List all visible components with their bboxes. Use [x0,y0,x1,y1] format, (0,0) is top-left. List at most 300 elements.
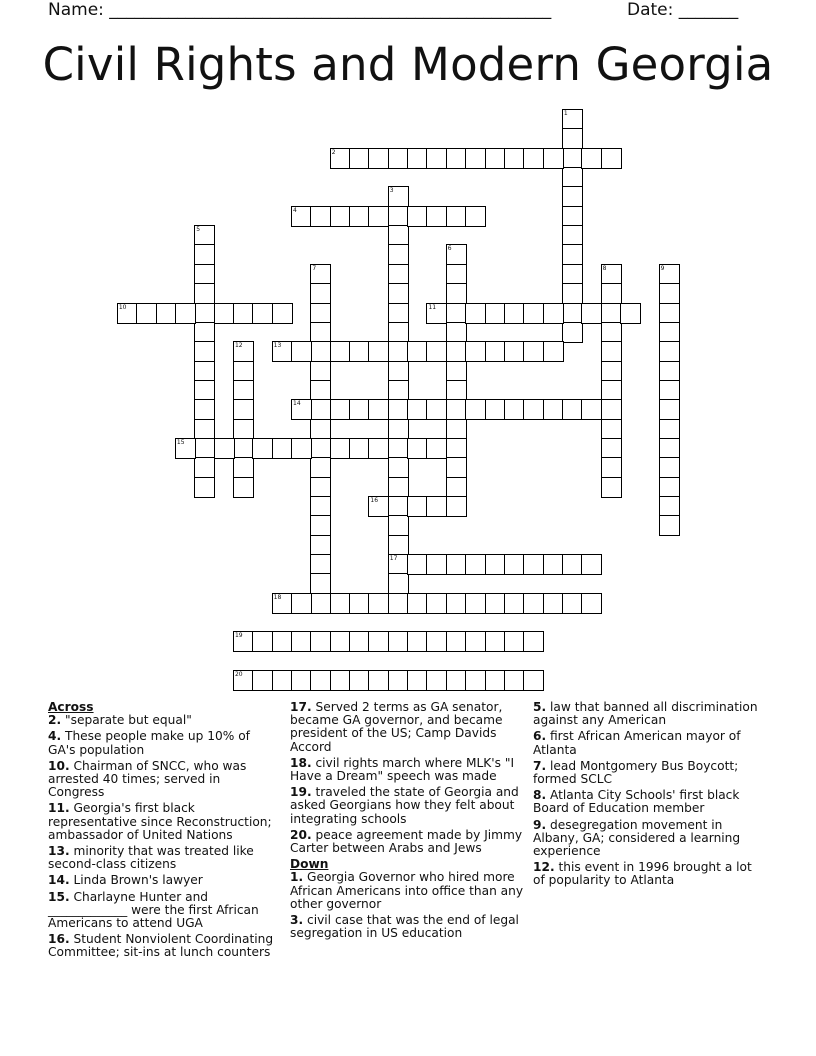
grid-cell[interactable] [659,361,680,382]
grid-cell[interactable] [291,670,312,691]
grid-cell[interactable] [388,322,409,343]
clue-number-label: 10 [118,303,127,311]
grid-cell[interactable] [446,670,467,691]
grid-cell[interactable] [485,148,506,169]
grid-cell[interactable] [272,438,293,459]
clue-text: Atlanta City Schools' first black Board of Education member [533,788,740,816]
grid-cell[interactable] [233,419,254,440]
clue-number-label: 15 [176,438,185,446]
grid-cell[interactable] [465,399,486,420]
clue-number-label: 7 [312,264,317,272]
grid-cell[interactable] [252,303,273,324]
grid-cell[interactable] [446,457,467,478]
grid-cell[interactable] [194,477,215,498]
grid-cell[interactable] [465,148,486,169]
grid-cell[interactable] [446,361,467,382]
clue-number-label: 20 [234,671,243,679]
clue-number: 13. [48,844,70,859]
grid-cell[interactable] [523,554,544,575]
clue-item [48,802,280,842]
grid-cell[interactable] [252,438,273,459]
grid-cell[interactable] [485,593,506,614]
grid-cell[interactable] [310,322,331,343]
clue-number: 20. [290,827,312,842]
grid-cell[interactable] [659,380,680,401]
grid-cell[interactable] [562,206,583,227]
grid-cell[interactable] [349,206,370,227]
clue-number: 19. [290,785,312,800]
grid-cell[interactable] [446,206,467,227]
grid-cell[interactable] [291,341,312,362]
grid-cell[interactable] [233,457,254,478]
grid-cell[interactable] [446,554,467,575]
clue-item [290,786,526,826]
grid-cell[interactable] [659,303,680,324]
clue-number-label: 2 [331,148,336,156]
grid-cell[interactable] [523,341,544,362]
grid-cell[interactable] [504,341,525,362]
clue-number-label: 16 [370,497,379,504]
grid-cell[interactable] [504,399,525,420]
grid-cell[interactable] [620,303,641,324]
grid-cell[interactable] [523,670,544,691]
grid-cell[interactable] [659,438,680,459]
grid-cell[interactable] [310,361,331,382]
grid-cell[interactable] [407,496,428,517]
grid-cell[interactable] [310,477,331,498]
grid-cell[interactable] [659,399,680,420]
date-field[interactable]: Date: _______ [627,0,739,20]
grid-cell[interactable] [659,419,680,440]
grid-cell[interactable] [407,399,428,420]
grid-cell[interactable] [659,322,680,343]
grid-cell[interactable] [310,206,331,227]
clue-item [290,701,526,754]
grid-cell[interactable] [233,361,254,382]
grid-cell[interactable] [523,631,544,652]
grid-cell[interactable] [659,515,680,536]
grid-cell[interactable] [562,148,583,169]
grid-cell[interactable] [194,322,215,343]
grid-cell[interactable] [562,128,583,149]
grid-cell[interactable] [601,419,622,440]
grid-cell[interactable] [388,593,409,614]
grid-cell[interactable] [194,244,215,265]
clue-number-label: 1 [563,110,568,117]
clue-number: 16. [48,932,70,947]
grid-cell[interactable] [291,631,312,652]
clue-text: minority that was treated like second-class citizens [48,844,254,872]
clue-text: Chairman of SNCC, who was arrested 40 times; served in Congress [48,758,247,800]
grid-cell[interactable] [426,670,447,691]
grid-cell[interactable] [485,631,506,652]
grid-cell[interactable] [426,148,447,169]
grid-cell[interactable] [175,303,196,324]
grid-cell[interactable] [388,380,409,401]
grid-cell[interactable] [601,477,622,498]
clue-number: 7. [533,758,547,773]
grid-cell[interactable] [233,399,254,420]
clue-text: Student Nonviolent Coordinating Committee; sit-ins at lunch counters [48,932,274,960]
grid-cell[interactable] [388,535,409,556]
grid-cell[interactable] [465,206,486,227]
clue-number-label: 18 [273,593,282,601]
grid-cell[interactable] [504,593,525,614]
grid-cell[interactable] [310,419,331,440]
grid-cell[interactable] [349,631,370,652]
clue-item [533,819,765,859]
clue-text: Served 2 terms as GA senator, became GA governor, and became president of the US; Camp Davids Accord [290,700,503,754]
grid-cell[interactable] [368,438,389,459]
grid-cell[interactable] [485,670,506,691]
grid-cell[interactable] [330,593,351,614]
grid-cell[interactable] [388,457,409,478]
clue-text: civil rights march where MLK's "I Have a Dream" speech was made [290,755,515,784]
grid-cell[interactable] [407,438,428,459]
grid-cell[interactable] [252,631,273,652]
grid-cell[interactable] [504,631,525,652]
grid-cell[interactable] [659,283,680,304]
grid-cell[interactable] [214,438,235,459]
grid-cell[interactable] [543,593,564,614]
grid-cell[interactable] [504,554,525,575]
grid-cell[interactable] [310,496,331,517]
grid-cell[interactable] [310,554,331,575]
grid-cell[interactable] [543,303,564,324]
clue-text: Charlayne Hunter and _____________ were the first African Americans to attend UGA [48,889,259,931]
grid-cell[interactable] [446,148,467,169]
grid-cell[interactable] [233,438,254,459]
clue-item [533,701,765,727]
clue-number-label: 9 [660,264,665,272]
grid-cell[interactable] [194,438,215,459]
grid-cell[interactable] [446,438,467,459]
clue-item [533,730,765,756]
grid-cell[interactable] [194,264,215,285]
grid-cell[interactable] [407,206,428,227]
grid-cell[interactable] [581,303,602,324]
grid-cell[interactable] [194,283,215,304]
name-field[interactable]: Name: ____________________________________________________ [48,0,552,20]
clue-column-2 [290,701,526,943]
grid-cell[interactable] [504,670,525,691]
grid-cell[interactable] [368,593,389,614]
clue-column-3 [533,701,765,891]
grid-cell[interactable] [659,496,680,517]
clue-item [533,789,765,815]
grid-cell[interactable] [233,380,254,401]
grid-cell[interactable] [485,554,506,575]
clue-text: lead Montgomery Bus Boycott; formed SCLC [533,758,739,787]
grid-cell[interactable] [194,380,215,401]
clue-number: 17. [290,700,312,714]
grid-cell[interactable] [426,554,447,575]
grid-cell[interactable] [310,593,331,614]
grid-cell[interactable] [310,438,331,459]
grid-cell[interactable] [446,380,467,401]
grid-cell[interactable] [543,341,564,362]
grid-cell[interactable] [523,399,544,420]
clue-number-label: 3 [389,187,394,195]
clue-text: law that banned all discrimination against any American [533,700,758,728]
grid-cell[interactable] [349,670,370,691]
grid-cell[interactable] [523,148,544,169]
grid-cell[interactable] [388,399,409,420]
grid-cell[interactable] [330,631,351,652]
clue-text: Linda Brown's lawyer [69,873,203,888]
grid-cell[interactable] [310,457,331,478]
grid-cell[interactable] [136,303,157,324]
down-heading: Down [290,857,329,872]
clue-text: Georgia's first black representative since Reconstruction; ambassador of United Nations [48,801,272,842]
grid-cell[interactable] [659,457,680,478]
grid-cell[interactable] [156,303,177,324]
grid-cell[interactable] [581,148,602,169]
grid-cell[interactable] [368,341,389,362]
grid-cell[interactable] [388,515,409,536]
grid-cell[interactable] [310,670,331,691]
clue-item [48,845,280,871]
clue-item [290,757,526,783]
clue-number: 8. [533,788,547,803]
grid-cell[interactable] [233,303,254,324]
clue-text: traveled the state of Georgia and asked Georgians how they felt about integrating schools [290,785,519,826]
grid-cell[interactable] [368,670,389,691]
grid-cell[interactable] [310,303,331,324]
grid-cell[interactable] [310,515,331,536]
grid-cell[interactable] [446,322,467,343]
grid-cell[interactable] [446,477,467,498]
clue-number: 12. [533,860,555,875]
grid-cell[interactable] [349,341,370,362]
grid-cell[interactable] [601,283,622,304]
grid-cell[interactable] [272,631,293,652]
grid-cell[interactable] [388,419,409,440]
grid-cell[interactable] [562,303,583,324]
grid-cell[interactable] [601,361,622,382]
clue-number-label: 14 [293,400,301,408]
grid-cell[interactable] [465,303,486,324]
grid-cell[interactable] [465,341,486,362]
grid-cell[interactable] [330,438,351,459]
clue-number: 10. [48,758,70,773]
grid-cell[interactable] [407,593,428,614]
clue-item [48,714,280,727]
clue-text: first African American mayor of Atlanta [533,729,741,757]
grid-cell[interactable] [562,167,583,188]
grid-cell[interactable] [562,399,583,420]
grid-cell[interactable] [562,322,583,343]
grid-cell[interactable] [426,631,447,652]
grid-cell[interactable] [194,361,215,382]
grid-cell[interactable] [523,593,544,614]
grid-cell[interactable] [446,496,467,517]
grid-cell[interactable] [446,593,467,614]
grid-cell[interactable] [291,438,312,459]
grid-cell[interactable] [543,554,564,575]
grid-cell[interactable] [310,573,331,594]
grid-cell[interactable] [562,593,583,614]
grid-cell[interactable] [446,399,467,420]
grid-cell[interactable] [581,593,602,614]
grid-cell[interactable] [388,283,409,304]
grid-cell[interactable] [446,283,467,304]
grid-cell[interactable] [349,148,370,169]
grid-cell[interactable] [194,419,215,440]
grid-cell[interactable] [581,399,602,420]
clue-text: Georgia Governor who hired more African Americans into office than any other governor [290,870,524,911]
grid-cell[interactable] [465,631,486,652]
grid-cell[interactable] [214,303,235,324]
grid-cell[interactable] [388,148,409,169]
grid-cell[interactable] [562,244,583,265]
clue-number: 4. [48,729,62,744]
clue-number: 3. [290,913,304,928]
grid-cell[interactable] [388,477,409,498]
grid-cell[interactable] [407,341,428,362]
clue-item [48,730,280,756]
grid-cell[interactable] [368,206,389,227]
grid-cell[interactable] [659,477,680,498]
grid-cell[interactable] [388,225,409,246]
grid-cell[interactable] [504,303,525,324]
grid-cell[interactable] [310,631,331,652]
grid-cell[interactable] [601,322,622,343]
grid-cell[interactable] [252,670,273,691]
grid-cell[interactable] [388,341,409,362]
grid-cell[interactable] [562,186,583,207]
grid-cell[interactable] [388,361,409,382]
grid-cell[interactable] [388,496,409,517]
grid-cell[interactable] [330,206,351,227]
grid-cell[interactable] [426,593,447,614]
grid-cell[interactable] [601,303,622,324]
grid-cell[interactable] [504,148,525,169]
grid-cell[interactable] [562,225,583,246]
grid-cell[interactable] [543,148,564,169]
clue-item [48,874,280,887]
grid-cell[interactable] [562,283,583,304]
grid-cell[interactable] [291,593,312,614]
clue-item [48,760,280,800]
grid-cell[interactable] [310,283,331,304]
grid-cell[interactable] [310,341,331,362]
grid-cell[interactable] [446,341,467,362]
grid-cell[interactable] [601,148,622,169]
grid-cell[interactable] [310,535,331,556]
grid-cell[interactable] [426,341,447,362]
grid-cell[interactable] [388,264,409,285]
grid-cell[interactable] [368,148,389,169]
clue-number-label: 19 [234,632,243,640]
grid-cell[interactable] [601,380,622,401]
grid-cell[interactable] [446,631,467,652]
grid-cell[interactable] [601,438,622,459]
clue-text: "separate but equal" [61,713,192,728]
grid-cell[interactable] [330,670,351,691]
grid-cell[interactable] [388,206,409,227]
grid-cell[interactable] [388,438,409,459]
clue-item [533,760,765,786]
grid-cell[interactable] [446,303,467,324]
clue-item [533,861,765,887]
grid-cell[interactable] [194,457,215,478]
clue-item [290,871,526,911]
grid-cell[interactable] [349,438,370,459]
grid-cell[interactable] [581,554,602,575]
grid-cell[interactable] [388,244,409,265]
grid-cell[interactable] [388,631,409,652]
across-heading: Across [48,700,94,714]
clue-item [48,891,280,931]
grid-cell[interactable] [407,554,428,575]
grid-cell[interactable] [310,399,331,420]
clue-item [290,914,526,940]
grid-cell[interactable] [330,341,351,362]
clue-column-1 [48,701,280,963]
grid-cell[interactable] [349,399,370,420]
grid-cell[interactable] [194,341,215,362]
grid-cell[interactable] [407,670,428,691]
page-title: Civil Rights and Modern Georgia [42,38,774,91]
grid-cell[interactable] [485,341,506,362]
grid-cell[interactable] [426,206,447,227]
grid-cell[interactable] [465,670,486,691]
grid-cell[interactable] [465,593,486,614]
clue-number-label: 4 [293,206,297,214]
grid-cell[interactable] [446,419,467,440]
grid-cell[interactable] [349,593,370,614]
clue-text: civil case that was the end of legal segregation in US education [290,913,519,941]
clue-number-label: 6 [447,245,452,253]
grid-cell[interactable] [272,670,293,691]
grid-cell[interactable] [368,631,389,652]
grid-cell[interactable] [388,670,409,691]
clue-number-label: 13 [273,342,282,350]
grid-cell[interactable] [465,554,486,575]
grid-cell[interactable] [562,554,583,575]
grid-cell[interactable] [310,380,331,401]
grid-cell[interactable] [523,303,544,324]
clue-number: 6. [533,729,547,744]
grid-cell[interactable] [446,264,467,285]
grid-cell[interactable] [601,457,622,478]
grid-cell[interactable] [407,631,428,652]
grid-cell[interactable] [368,399,389,420]
grid-cell[interactable] [426,438,447,459]
grid-cell[interactable] [659,341,680,362]
grid-cell[interactable] [601,399,622,420]
grid-cell[interactable] [426,496,447,517]
grid-cell[interactable] [562,264,583,285]
grid-cell[interactable] [194,399,215,420]
grid-cell[interactable] [543,399,564,420]
grid-cell[interactable] [388,303,409,324]
grid-cell[interactable] [485,303,506,324]
grid-cell[interactable] [485,399,506,420]
clue-number: 14. [48,873,70,888]
clue-number: 9. [533,817,547,832]
grid-cell[interactable] [426,399,447,420]
grid-cell[interactable] [388,573,409,594]
grid-cell[interactable] [194,303,215,324]
clue-text: These people make up 10% of GA's population [48,729,250,757]
grid-cell[interactable] [601,341,622,362]
grid-cell[interactable] [330,399,351,420]
grid-cell[interactable] [272,303,293,324]
grid-cell[interactable] [407,148,428,169]
grid-cell[interactable] [233,477,254,498]
